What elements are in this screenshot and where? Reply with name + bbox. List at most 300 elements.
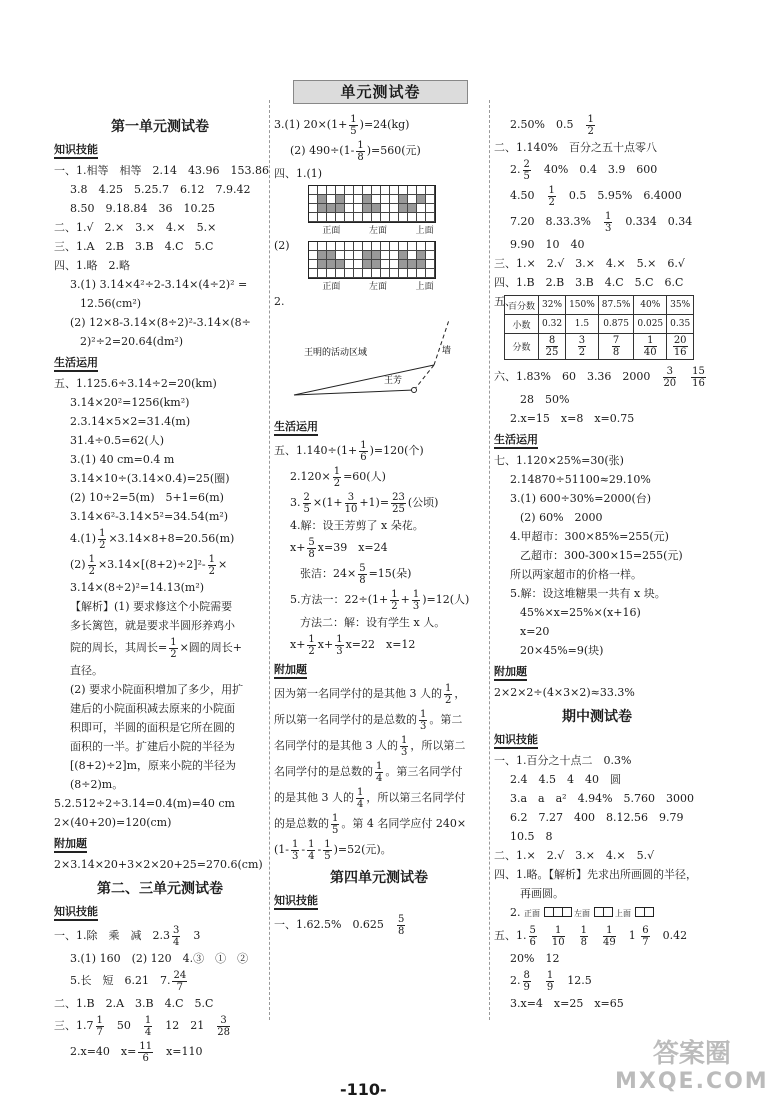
answer-line: 31.4÷0.5=62(人) (70, 434, 164, 447)
section-knowledge: 知识技能 (54, 141, 98, 159)
answer-line: 一、1.62.5% 0.625 $\frac{5}{8}$ (274, 913, 405, 937)
answer-line: 五、1.140÷(1+ $\frac{1}{6}$ )=120(个) (274, 439, 424, 463)
grid-cell (327, 195, 336, 204)
answer-line: 二、1.× 2.√ 3.× 4.× 5.√ (494, 849, 655, 862)
grid-cell (390, 242, 399, 251)
grid-cell (408, 269, 417, 278)
grid-cell (309, 242, 318, 251)
grid-cell (354, 251, 363, 260)
table-cell: 百分数 (505, 296, 539, 315)
answer-line: 四、1.略 2.略 (54, 259, 130, 272)
answer-line: 2)²÷2=20.64(dm²) (80, 335, 184, 348)
answer-line: 3.a a a² 4.94% 5.760 3000 (510, 792, 695, 805)
grid-cell (327, 251, 336, 260)
table-cell: 35% (667, 296, 694, 315)
grid-cell (372, 204, 381, 213)
fraction: $\frac{1}{5}$ (332, 812, 339, 836)
answer-line: 二、1.B 2.A 3.B 4.C 5.C (54, 997, 214, 1010)
grid-cell (318, 186, 327, 195)
grid-cell (399, 251, 408, 260)
grid-cell (417, 242, 426, 251)
grid-cell (363, 186, 372, 195)
answer-line: 3.(1) 3.14×4²÷2-3.14×(4÷2)² = (70, 278, 248, 291)
answer-line: 三、1.× 2.√ 3.× 4.× 5.× 6.√ (494, 257, 685, 270)
grid-cell (372, 269, 381, 278)
fraction: $\frac{1}{8}$ (580, 924, 587, 948)
column-divider (489, 100, 490, 1020)
view-grid-1 (308, 185, 484, 223)
fraction: $\frac{24}{7}$ (173, 969, 187, 993)
answer-line: 28 50% (520, 393, 570, 406)
grid-cell (309, 204, 318, 213)
grid-cell (399, 195, 408, 204)
fraction: $\frac{1}{4}$ (357, 786, 364, 810)
midterm-title: 期中测试卷 (562, 709, 632, 725)
answer-line: (2) (274, 239, 290, 252)
grid-cell (309, 186, 318, 195)
grid-cell (381, 213, 390, 222)
column-divider (269, 100, 270, 1020)
fraction: $\frac{1}{6}$ (360, 439, 367, 463)
grid-cell (336, 269, 345, 278)
answer-line: 因为第一名同学付的是其他 3 人的 $\frac{1}{2}$ ， (274, 682, 466, 706)
fraction: $\frac{6}{7}$ (642, 924, 649, 948)
section-life: 生活运用 (54, 354, 98, 372)
grid-cell (408, 251, 417, 260)
grid-cell (363, 251, 372, 260)
grid-cell (390, 269, 399, 278)
section-knowledge: 知识技能 (494, 731, 538, 749)
answer-line: 2×(40+20)=120(cm) (54, 816, 172, 829)
fraction: $\frac{3}{28}$ (217, 1014, 230, 1038)
answer-line: 5.方法一：22÷(1+ $\frac{1}{2}$ + $\frac{1}{3}$ )=12(人) (290, 588, 470, 612)
grid-cell (327, 186, 336, 195)
answer-line: 七、1.120×25%=30(张) (494, 454, 624, 467)
grid-cell (309, 260, 318, 269)
grid-cell (426, 186, 435, 195)
answer-line: 2×3.14×20+3×2×20+25=270.6(cm) (54, 858, 263, 871)
grid-cell (381, 242, 390, 251)
answer-line: 一、1.相等 相等 2.14 43.96 153.86 (54, 164, 269, 177)
grid-cell (381, 186, 390, 195)
grid-cell (336, 242, 345, 251)
answer-line: 四、1.B 2.B 3.B 4.C 5.C 6.C (494, 276, 684, 289)
grid-cell (336, 251, 345, 260)
answer-line: 2.14870÷51100≈29.10% (510, 473, 651, 486)
answer-line: 的是总数的 $\frac{1}{5}$ 。第 4 名同学应付 240× (274, 812, 467, 836)
column-3 (494, 112, 705, 1013)
grid-cell (345, 251, 354, 260)
fraction: $\frac{2}{5}$ (523, 158, 530, 182)
fraction: $\frac{1}{4}$ (376, 760, 383, 784)
area-label: 王明的活动区域 (304, 348, 368, 358)
section-extra: 附加题 (54, 835, 87, 853)
answer-line: 三、1.A 2.B 3.B 4.C 5.C (54, 240, 214, 253)
grid-cell (318, 195, 327, 204)
table-row (505, 334, 694, 360)
grid-cell (417, 186, 426, 195)
fraction: $\frac{5}{6}$ (529, 924, 536, 948)
answer-line: 3.(1) 160 (2) 120 4.③ ① ② (70, 952, 249, 965)
grid-cell (372, 186, 381, 195)
column-2 (274, 112, 484, 938)
grid-cell (426, 269, 435, 278)
answer-line: (2) 490÷(1- $\frac{1}{8}$ )=560(元) (290, 139, 421, 163)
top-view-shape (635, 904, 653, 923)
grid-cell (309, 269, 318, 278)
grid-cell (345, 242, 354, 251)
person-label: 王芳 (384, 376, 403, 386)
answer-line: 五、1.125.6÷3.14÷2=20(km) (54, 377, 217, 390)
table-cell: 1.5 (566, 315, 599, 334)
table-cell: 40% (634, 296, 667, 315)
answer-line: 一、1.除 乘 减 2.3 $\frac{3}{4}$ 3 (54, 924, 201, 948)
fraction: $\frac{1}{2}$ (548, 184, 555, 208)
table-cell: 0.35 (667, 315, 694, 334)
grid-cell (318, 251, 327, 260)
grid-cell (345, 260, 354, 269)
left-view-shape (594, 904, 612, 923)
grid-cell (363, 269, 372, 278)
table-cell: 分数 (505, 334, 539, 360)
answer-line: 3.(1) 600÷30%=2000(台) (510, 492, 652, 505)
grid-cell (336, 204, 345, 213)
wall-label: 墙 (442, 346, 452, 356)
answer-line: 6.2 7.27 400 8.12.56 9.79 (510, 811, 684, 824)
explanation-line: 多长篱笆，就是要求半圆形养鸡小 (70, 619, 235, 632)
grid-cell (372, 251, 381, 260)
answer-line: 9.90 10 40 (510, 238, 585, 251)
answer-line: 2. $\frac{2}{5}$ 40% 0.4 3.9 600 (510, 158, 658, 182)
grid-cell (336, 213, 345, 222)
grid-cell (354, 195, 363, 204)
explanation-line: 建后的小院面积减去原来的小院面 (70, 702, 235, 715)
grid-cell (372, 260, 381, 269)
fraction: $\frac{1}{10}$ (551, 924, 565, 948)
grid-cell (426, 195, 435, 204)
table-cell: $\frac{3}{2}$ (566, 334, 599, 360)
answer-line: 三、1.7 $\frac{1}{7}$ 50 $\frac{1}{4}$ 12 21 $\frac{3}{28}$ (54, 1014, 230, 1038)
answer-line: 5.长 短 6.21 7. $\frac{24}{7}$ (70, 969, 187, 993)
answer-line: 一、1.百分之十点二 0.3% (494, 754, 632, 767)
grid-cell (390, 204, 399, 213)
grid-cell (399, 242, 408, 251)
grid-cell (327, 204, 336, 213)
answer-line: 二、1.140% 百分之五十点零八 (494, 141, 657, 154)
answer-line: 3.x=4 x=25 x=65 (510, 997, 624, 1010)
answer-line: 再画圆。 (520, 887, 564, 900)
answer-line: 7.20 8.33.3% $\frac{1}{3}$ 0.334 0.34 (510, 210, 693, 234)
grid-cell (408, 195, 417, 204)
unit1-title: 第一单元测试卷 (111, 119, 209, 135)
grid-cell (399, 260, 408, 269)
fraction: $\frac{1}{4}$ (308, 838, 315, 862)
page-number: -110- (340, 1080, 387, 1099)
answer-line: 名同学付的是其他 3 人的 $\frac{1}{3}$ ，所以第二 (274, 734, 466, 758)
answer-line: (2) 60% 2000 (520, 511, 603, 524)
explanation-line: (2) 要求小院面积增加了多少，用扩 (70, 683, 244, 696)
table-cell: $\frac{1}{40}$ (634, 334, 667, 360)
grid-cell (318, 213, 327, 222)
answer-line: 2. 正面 左面 上面 (494, 903, 700, 923)
fraction: $\frac{1}{2}$ (587, 113, 594, 137)
answer-line: 2.50% 0.5 $\frac{1}{2}$ (510, 113, 594, 137)
fraction: $\frac{5}{8}$ (359, 562, 366, 586)
fraction: $\frac{3}{4}$ (173, 924, 180, 948)
answer-line: 10.5 8 (510, 830, 553, 843)
fraction: $\frac{1}{9}$ (546, 969, 554, 993)
answer-line: 3.(1) 20×(1+ $\frac{1}{5}$ )=24(kg) (274, 113, 410, 137)
table-cell: 小数 (505, 315, 539, 334)
answer-line: 2. (274, 295, 285, 308)
grid-cell (318, 204, 327, 213)
fraction: $\frac{11}{6}$ (139, 1040, 153, 1064)
grid-cell (354, 186, 363, 195)
grid-cell (417, 260, 426, 269)
grid-cell (345, 186, 354, 195)
grid-cell (318, 269, 327, 278)
explanation-line: [(8+2)÷2]m，原来小院的半径为 (70, 759, 237, 772)
answer-line: 3.14×20²=1256(km²) (70, 396, 190, 409)
answer-line: 名同学付的是总数的 $\frac{1}{4}$ 。第三名同学付 (274, 760, 463, 784)
area-sketch (284, 315, 464, 415)
grid-cell (318, 242, 327, 251)
grid-cell (345, 213, 354, 222)
table-row (505, 296, 694, 315)
view-grid-2 (308, 241, 484, 279)
answer-line: 4.甲超市：300×85%=255(元) (510, 530, 669, 543)
fraction: $\frac{1}{2}$ (208, 553, 215, 577)
grid-cell (399, 269, 408, 278)
grid-cell (363, 213, 372, 222)
section-knowledge: 知识技能 (274, 892, 318, 910)
grid-cell (417, 213, 426, 222)
view-labels: 正面 左面 上面 (322, 282, 434, 292)
fraction: $\frac{1}{2}$ (333, 465, 341, 489)
section-extra: 附加题 (274, 661, 307, 679)
view-labels: 正面 左面 上面 (322, 226, 434, 236)
grid-cell (399, 204, 408, 213)
grid-cell (345, 204, 354, 213)
answer-line: 12.56(cm²) (80, 297, 142, 310)
grid-cell (309, 195, 318, 204)
fraction: $\frac{1}{4}$ (144, 1014, 152, 1038)
fraction: $\frac{1}{2}$ (88, 553, 95, 577)
fraction: $\frac{5}{8}$ (308, 536, 315, 560)
answer-line: 5.2.512÷2÷3.14=0.4(m)=40 cm (54, 797, 235, 810)
answer-line: 2.3.14×5×2=31.4(m) (70, 415, 191, 428)
answer-line: (2) 10÷2=5(m) 5+1=6(m) (70, 491, 224, 504)
answer-line: 8.50 9.18.84 36 10.25 (70, 202, 215, 215)
fraction: $\frac{1}{3}$ (412, 588, 420, 612)
grid-cell (417, 204, 426, 213)
answer-line: 2×2×2÷(4×3×2)≈33.3% (494, 686, 635, 699)
answer-line: 2. $\frac{8}{9}$ $\frac{1}{9}$ 12.5 (510, 969, 592, 993)
fraction: $\frac{1}{3}$ (401, 734, 408, 758)
unit4-title: 第四单元测试卷 (330, 870, 428, 886)
grid-cell (363, 242, 372, 251)
answer-line: 四、1.(1) (274, 167, 323, 180)
answer-line: 张洁：24× $\frac{5}{8}$ =15(朵) (300, 562, 412, 586)
grid-cell (354, 213, 363, 222)
table-cell: 0.32 (539, 315, 566, 334)
grid-box (308, 185, 436, 223)
grid-cell (354, 204, 363, 213)
fraction: $\frac{1}{2}$ (99, 527, 106, 551)
answer-line: 四、1.略。【解析】先求出所画圆的半径， (494, 868, 697, 881)
grid-cell (363, 204, 372, 213)
answer-line: 二、1.√ 2.× 3.× 4.× 5.× (54, 221, 217, 234)
grid-cell (372, 195, 381, 204)
fraction: $\frac{1}{3}$ (420, 708, 427, 732)
fraction: $\frac{3}{10}$ (344, 491, 358, 515)
grid-cell (327, 269, 336, 278)
grid-cell (426, 204, 435, 213)
answer-line: 45%×x=25%×(x+16) (520, 606, 641, 619)
grid-cell (381, 269, 390, 278)
table-row (505, 315, 694, 334)
grid-cell (390, 260, 399, 269)
grid-cell (372, 213, 381, 222)
fraction: $\frac{1}{2}$ (391, 588, 398, 612)
grid-cell (417, 269, 426, 278)
grid-cell (363, 260, 372, 269)
grid-cell (309, 213, 318, 222)
grid-cell (336, 186, 345, 195)
answer-line: x+ $\frac{1}{2}$ x+ $\frac{1}{3}$ x=22 x=12 (290, 633, 416, 657)
grid-cell (399, 213, 408, 222)
answer-line: x=20 (520, 625, 550, 638)
grid-cell (426, 242, 435, 251)
grid-cell (426, 251, 435, 260)
table-cell: 0.875 (598, 315, 634, 334)
grid-cell (318, 260, 327, 269)
banner-title: 单元测试卷 (293, 80, 468, 104)
answer-line: 的是其他 3 人的 $\frac{1}{4}$ ，所以第三名同学付 (274, 786, 466, 810)
table-cell: 150% (566, 296, 599, 315)
fraction: $\frac{1}{2}$ (308, 633, 315, 657)
fraction: $\frac{2}{5}$ (303, 491, 310, 515)
fraction: $\frac{5}{8}$ (397, 913, 405, 937)
table-cell: 32% (539, 296, 566, 315)
answer-line: 4.(1) $\frac{1}{2}$ ×3.14×8+8=20.56(m) (70, 527, 235, 551)
grid-cell (345, 195, 354, 204)
table-cell: $\frac{20}{16}$ (667, 334, 694, 360)
answer-line: 五、1. $\frac{5}{6}$ $\frac{1}{10}$ $\frac{1}{8}$ $\frac{1}{49}$ 1 $\frac{6}{7}$ 0.42 (494, 924, 688, 948)
answer-line: 五、 (494, 295, 516, 308)
section-extra: 附加题 (494, 663, 527, 681)
fraction: $\frac{8}{9}$ (523, 969, 530, 993)
grid-cell (354, 242, 363, 251)
answer-line: x+ $\frac{5}{8}$ x=39 x=24 (290, 536, 388, 560)
answer-line: 3.(1) 40 cm=0.4 m (70, 453, 175, 466)
activity-area-diagram (284, 315, 484, 415)
column-1 (54, 112, 269, 1065)
answer-line: 所以第一名同学付的是总数的 $\frac{1}{3}$ 。第二 (274, 708, 463, 732)
answer-line: 3.14×6²-3.14×5²=34.54(m²) (70, 510, 229, 523)
answer-line: 3. $\frac{2}{5}$ ×(1+ $\frac{3}{10}$ +1)= $\frac{23}{25}$ (公顷) (290, 491, 439, 515)
grid-cell (381, 195, 390, 204)
explanation-line: 面积的一半。扩建后小院的半径为 (70, 740, 235, 753)
fraction: $\frac{1}{2}$ (170, 636, 177, 660)
fraction: $\frac{1}{3}$ (604, 210, 612, 234)
grid-cell (327, 260, 336, 269)
table-cell: $\frac{8}{25}$ (539, 334, 566, 360)
answer-line: 乙超市：300-300×15=255(元) (520, 549, 683, 562)
grid-cell (363, 195, 372, 204)
explanation-line: (8÷2)m。 (70, 778, 124, 791)
answer-line: 3.14×(8÷2)²=14.13(m²) (70, 581, 205, 594)
grid-box (308, 241, 436, 279)
answer-line: 3.14×10÷(3.14×0.4)=25(圈) (70, 472, 230, 485)
unit23-title: 第二、三单元测试卷 (97, 881, 223, 897)
answer-line: 2.120× $\frac{1}{2}$ =60(人) (290, 465, 386, 489)
watermark-logo: 答案圈 MXQE.COM (615, 1039, 769, 1094)
grid-cell (426, 260, 435, 269)
answer-line: 5.解：设这堆糖果一共有 x 块。 (510, 587, 666, 600)
fraction: $\frac{1}{5}$ (324, 838, 331, 862)
answer-line: 4.解：设王芳剪了 x 朵花。 (290, 519, 424, 532)
fraction: $\frac{1}{3}$ (336, 633, 343, 657)
grid-cell (417, 251, 426, 260)
answer-line: 2.x=15 x=8 x=0.75 (510, 412, 635, 425)
grid-cell (408, 213, 417, 222)
grid-cell (345, 269, 354, 278)
fraction: $\frac{15}{16}$ (692, 365, 705, 389)
grid-cell (426, 213, 435, 222)
grid-cell (408, 242, 417, 251)
grid-cell (336, 260, 345, 269)
answer-line: 20×45%=9(块) (520, 644, 604, 657)
grid-cell (327, 242, 336, 251)
fraction: $\frac{1}{7}$ (96, 1014, 103, 1038)
answer-line: 4.50 $\frac{1}{2}$ 0.5 5.95% 6.4000 (510, 184, 682, 208)
table-cell: 0.025 (634, 315, 667, 334)
grid-cell (390, 251, 399, 260)
grid-cell (381, 251, 390, 260)
grid-cell (408, 204, 417, 213)
answer-line: 所以两家超市的价格一样。 (510, 568, 642, 581)
explanation-line: 院的周长，其周长= $\frac{1}{2}$ ×圆的周长+ (70, 636, 243, 660)
fraction: $\frac{1}{49}$ (602, 924, 616, 948)
section-life: 生活运用 (494, 431, 538, 449)
answer-line: (2) $\frac{1}{2}$ ×3.14×[(8+2)÷2]²- $\frac{1}{2}$ × (70, 553, 228, 577)
grid-cell (390, 195, 399, 204)
grid-cell (309, 251, 318, 260)
fraction: $\frac{1}{5}$ (350, 113, 357, 137)
grid-cell (327, 213, 336, 222)
grid-cell (390, 186, 399, 195)
grid-cell (372, 242, 381, 251)
grid-cell (408, 186, 417, 195)
grid-cell (381, 260, 390, 269)
grid-cell (354, 269, 363, 278)
fraction: $\frac{1}{8}$ (357, 139, 364, 163)
section-life: 生活运用 (274, 418, 318, 436)
fraction: $\frac{3}{20}$ (663, 365, 677, 389)
table-cell: 87.5% (598, 296, 634, 315)
front-view-shape (544, 904, 571, 923)
answer-line: (2) 12×8-3.14×(8÷2)²-3.14×(8÷ (70, 316, 251, 329)
explanation-line: 【解析】(1) 要求修这个小院需要 (70, 600, 233, 613)
grid-cell (354, 260, 363, 269)
answer-line: 20% 12 (510, 952, 560, 965)
answer-line: (1- $\frac{1}{3}$ - $\frac{1}{4}$ - $\frac{1}{5}$ )=52(元)。 (274, 838, 392, 862)
grid-cell (336, 195, 345, 204)
conversion-table (504, 295, 694, 360)
fraction: $\frac{1}{2}$ (445, 682, 452, 706)
fraction: $\frac{23}{25}$ (392, 491, 405, 515)
